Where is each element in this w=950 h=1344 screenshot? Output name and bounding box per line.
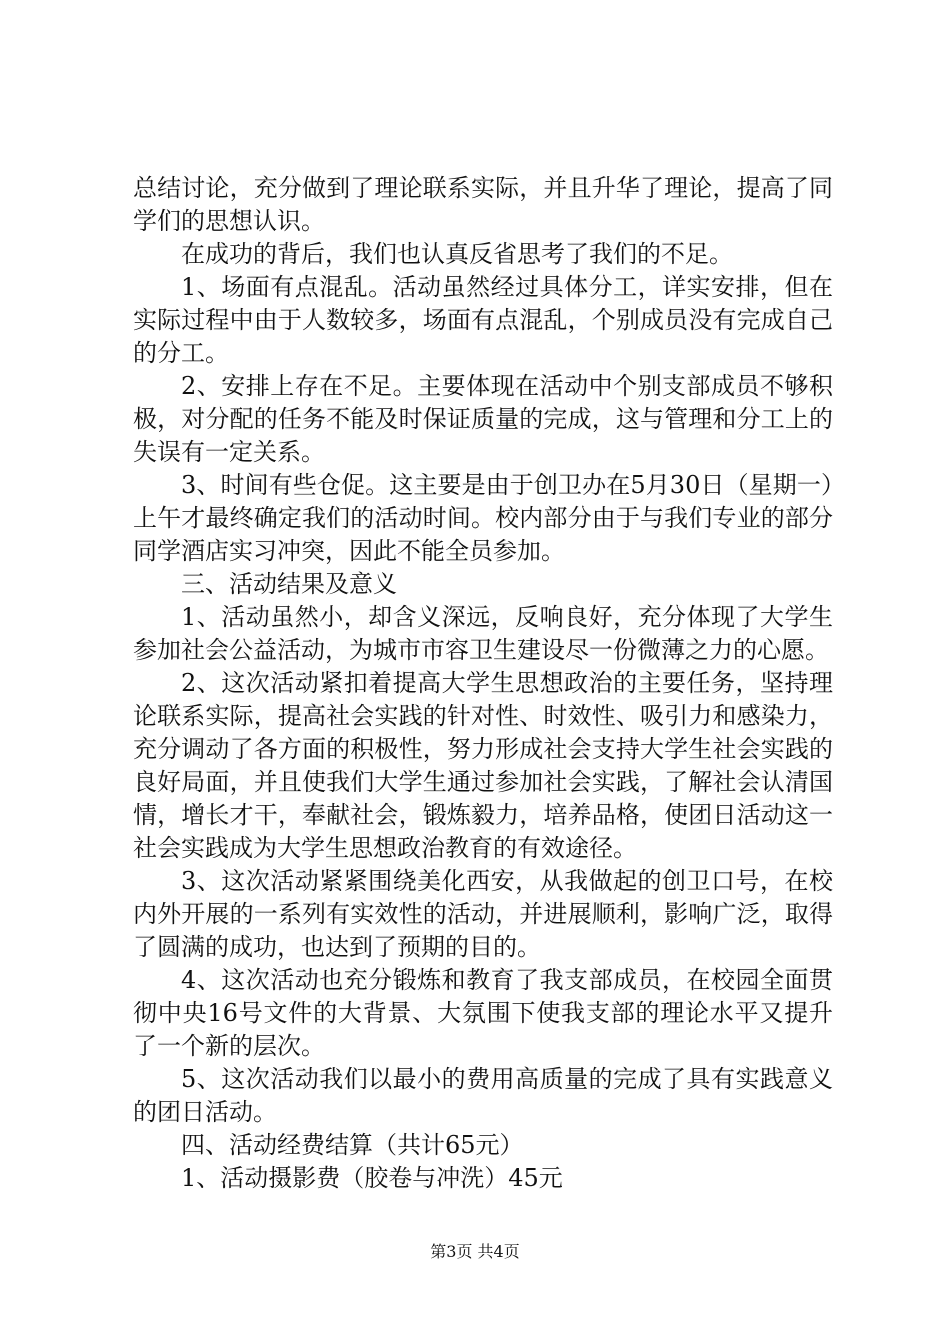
- document-body: [133, 172, 833, 1195]
- paragraph-12: 1、活动摄影费（胶卷与冲洗）45元: [181, 1164, 563, 1192]
- paragraph-6: 1、活动虽然小，却含义深远，反响良好，充分体现了大学生参加社会公益活动，为城市市容卫生建设尽一份微薄之力的心愿。: [133, 603, 833, 664]
- paragraph-0: 总结讨论，充分做到了理论联系实际，并且升华了理论，提高了同学们的思想认识。: [133, 174, 833, 235]
- section-heading-results: 三、活动结果及意义: [181, 570, 397, 598]
- paragraph-1: 在成功的背后，我们也认真反省思考了我们的不足。: [181, 240, 733, 268]
- paragraph-3: 2、安排上存在不足。主要体现在活动中个别支部成员不够积极，对分配的任务不能及时保证质量的完成，这与管理和分工上的失误有一定关系。: [133, 372, 833, 466]
- paragraph-10: 5、这次活动我们以最小的费用高质量的完成了具有实践意义的团日活动。: [133, 1065, 833, 1126]
- paragraph-7: 2、这次活动紧扣着提高大学生思想政治的主要任务，坚持理论联系实际，提高社会实践的针对性、时效性、吸引力和感染力，充分调动了各方面的积极性，努力形成社会支持大学生社会实践的良好局面，并且使我们大学生通过参加社会实践，了解社会认清国情，增长才干，奉献社会，锻炼毅力，培养品格，使团日活动这一社会实践成为大学生思想政治教育的有效途径。: [133, 669, 833, 862]
- paragraph-9: 4、这次活动也充分锻炼和教育了我支部成员，在校园全面贯彻中央16号文件的大背景、大氛围下使我支部的理论水平又提升了一个新的层次。: [133, 966, 833, 1060]
- page-footer: 第3页 共4页: [430, 1242, 520, 1261]
- paragraph-8: 3、这次活动紧紧围绕美化西安，从我做起的创卫口号，在校内外开展的一系列有实效性的活动，并进展顺利，影响广泛，取得了圆满的成功，也达到了预期的目的。: [133, 867, 833, 961]
- paragraph-4: 3、时间有些仓促。这主要是由于创卫办在5月30日（星期一）上午才最终确定我们的活动时间。校内部分由于与我们专业的部分同学酒店实习冲突，因此不能全员参加。: [133, 471, 833, 565]
- section-heading-budget: 四、活动经费结算（共计65元）: [181, 1131, 524, 1159]
- paragraph-2: 1、场面有点混乱。活动虽然经过具体分工，详实安排，但在实际过程中由于人数较多，场面有点混乱，个别成员没有完成自己的分工。: [133, 273, 833, 367]
